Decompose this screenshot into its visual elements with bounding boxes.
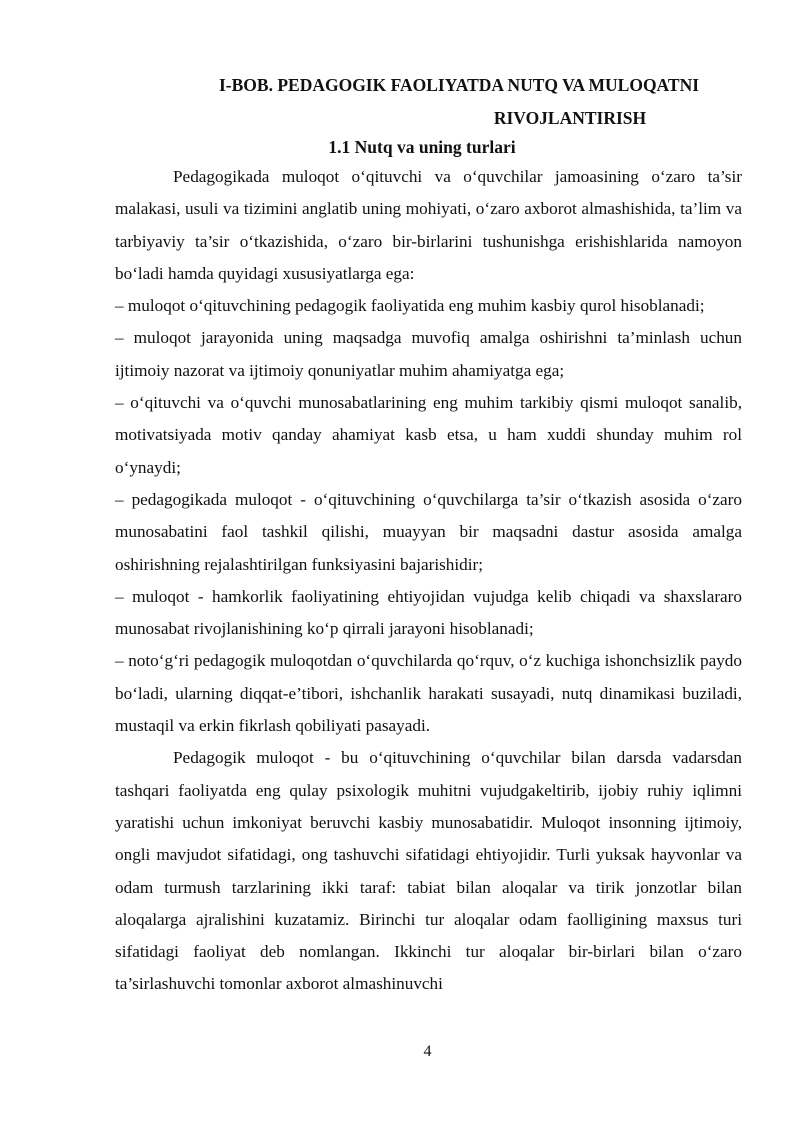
body-text [115,161,742,1001]
list-item: – pedagogikada muloqot - o‘qituvchining o‘quvchilarga ta’sir o‘tkazish asosida o‘zaro munosabatini faol tashkil qilishi, muayyan bir maqsadni dastur asosida amalga oshirishning rejalashtirilgan funksiyasini bajarishidir; [115,489,742,574]
list-item: – muloqot jarayonida uning maqsadga muvofiq amalga oshirishni ta’minlash uchun ijtimoiy nazorat va ijtimoiy qonuniyatlar muhim ahamiyatga ega; [115,328,742,380]
list-item: – o‘qituvchi va o‘quvchi munosabatlarining eng muhim tarkibiy qismi muloqot sanalib, motivatsiyada motiv qanday ahamiyat kasb etsa, u ham xuddi shunday muhim rol o‘ynaydi; [115,393,742,477]
section-title: 1.1 Nutq va uning turlari [328,137,516,157]
page-number: 4 [423,1043,432,1060]
intro-paragraph: Pedagogikada muloqot o‘qituvchi va o‘quvchilar jamoasining o‘zaro ta’sir malakasi, usuli va tizimini anglatib uning mohiyati, o‘zaro axborot almashishida, ta’lim va tarbiyaviy ta’sir o‘tkazishida, o‘zaro bir-birlarini tushunishga erishishlarida namoyon bo‘ladi hamda quyidagi xususiyatlarga ega: [115,167,742,283]
chapter-title-line-1: I-BOB. PEDAGOGIK FAOLIYATDA NUTQ VA MULOQATNI [218,75,700,95]
list-item: – muloqot - hamkorlik faoliyatining ehtiyojidan vujudga kelib chiqadi va shaxslararo munosabat rivojlanishining ko‘p qirrali jarayoni hisoblanadi; [115,586,742,639]
list-item: – muloqot o‘qituvchining pedagogik faoliyatida eng muhim kasbiy qurol hisoblanadi; [115,296,705,316]
chapter-title-line-2: RIVOJLANTIRISH [493,108,647,128]
chapter-title [150,69,768,135]
body-paragraph: Pedagogik muloqot - bu o‘qituvchining o‘quvchilar bilan darsda vadarsdan tashqari faoliyatda eng qulay psixologik muhitni vujudgakeltirib, ijobiy ruhiy iqlimni yaratishi uchun imkoniyat beruvchi kasbiy munosabatidir. Muloqot insonning ijtimoiy, ongli mavjudot sifatidagi, ong tashuvchi sifatidagi ehtiyojidir. Turli yuksak hayvonlar va odam turmush tarzlarining ikki taraf: tabiat bilan aloqalar va tirik jonzotlar bilan aloqalarga ajralishini kuzatamiz. Birinchi tur aloqalar odam faolligining maxsus turi sifatidagi faoliyat deb nomlangan. Ikkinchi tur aloqalar bir-birlari bilan o‘zaro ta’sirlashuvchi tomonlar axborot almashinuvchi [115,748,742,994]
list-item: – noto‘g‘ri pedagogik muloqotdan o‘quvchilarda qo‘rquv, o‘z kuchiga ishonchsizlik paydo bo‘ladi, ularning diqqat-e’tibori, ishchanlik harakati susayadi, nutq dinamikasi buziladi, mustaqil va erkin fikrlash qobiliyati pasayadi. [115,651,742,736]
